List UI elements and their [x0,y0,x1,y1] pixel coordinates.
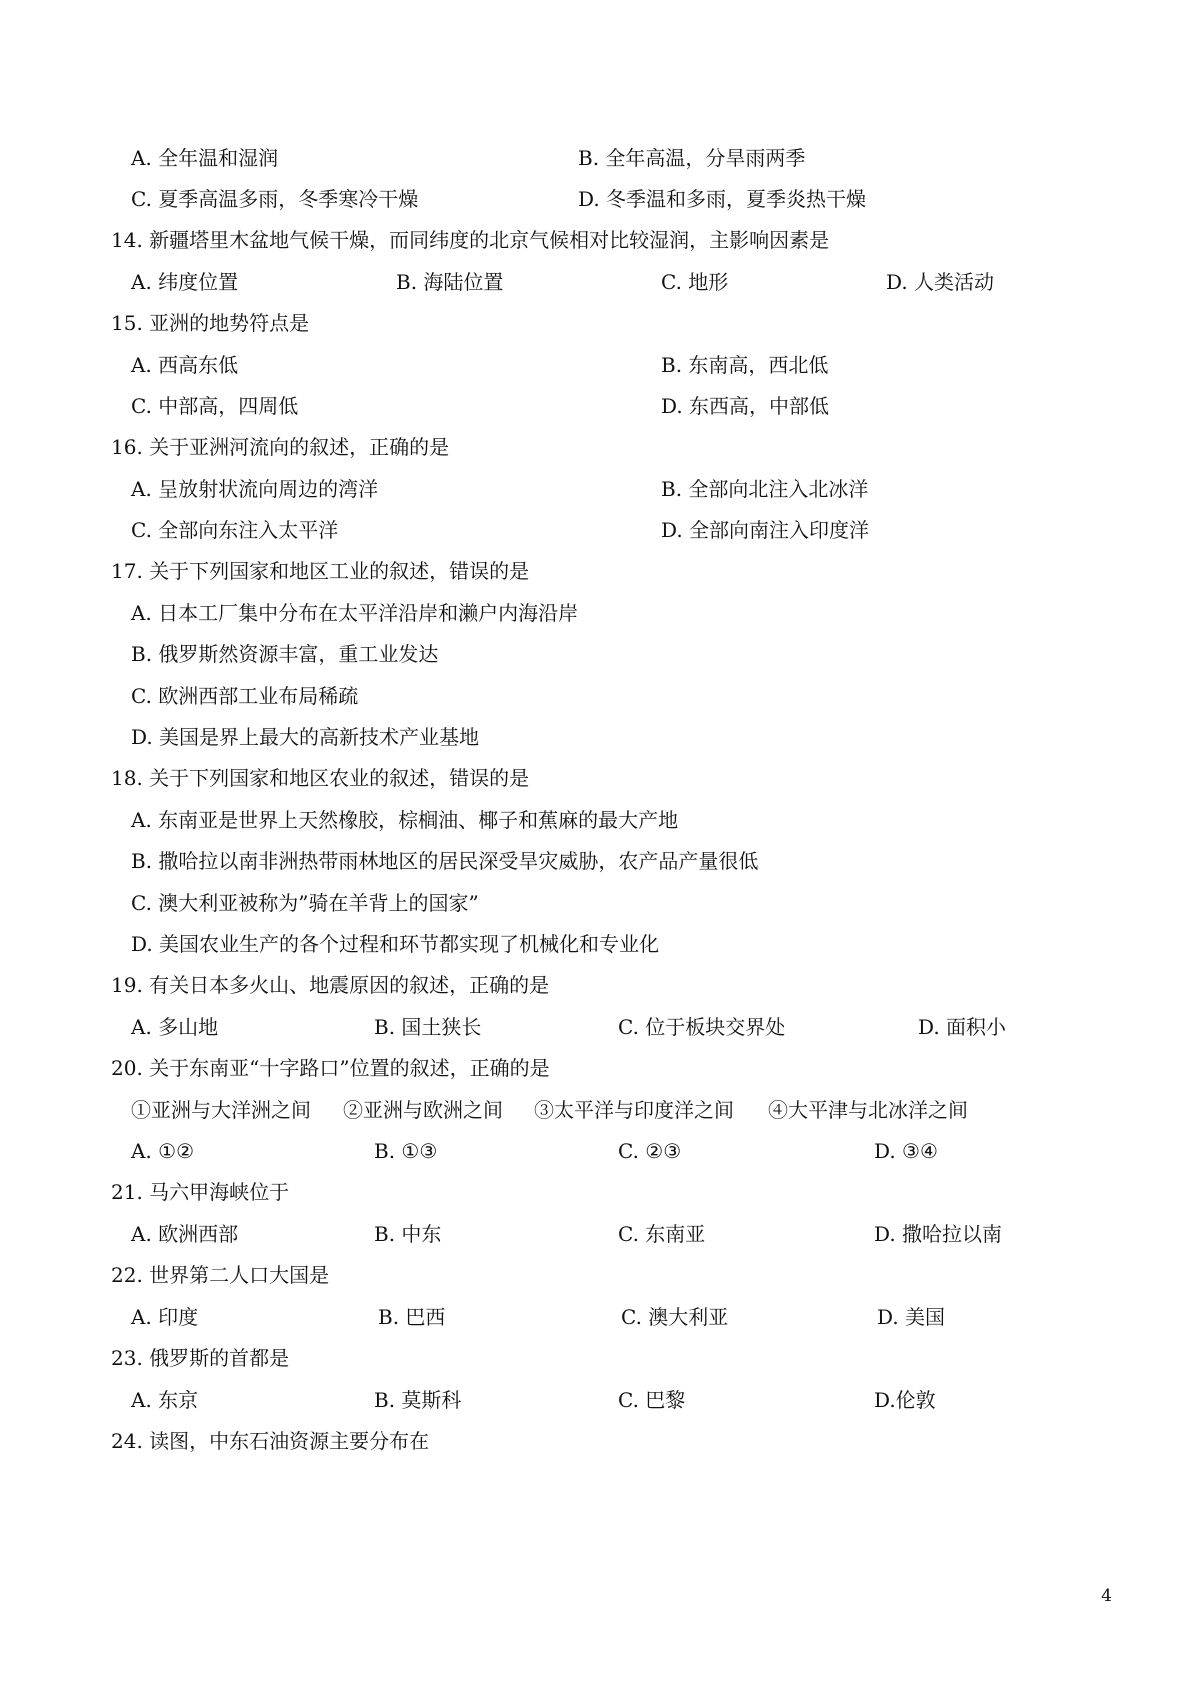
q18-option-d: D. 美国农业生产的各个过程和环节都实现了机械化和专业化 [131,932,660,956]
q20-option-c: C. ②③ [618,1139,682,1163]
q21-stem: 21. 马六甲海峡位于 [111,1180,290,1204]
q22-option-a: A. 印度 [131,1305,199,1329]
q16-option-d: D. 全部向南注入印度洋 [661,518,870,542]
q21-option-d: D. 撒哈拉以南 [874,1222,1003,1246]
q15-option-a: A. 西高东低 [131,353,239,377]
q20-option-a: A. ①② [131,1139,195,1163]
q20-item-2: ②亚洲与欧洲之间 [343,1098,503,1122]
q17-option-b: B. 俄罗斯然资源丰富，重工业发达 [131,642,439,666]
q22-option-d: D. 美国 [877,1305,946,1329]
q15-stem: 15. 亚洲的地势符点是 [111,311,310,335]
q14-option-c: C. 地形 [661,270,729,294]
q19-option-a: A. 多山地 [131,1015,219,1039]
q20-item-4: ④大平津与北冰洋之间 [768,1098,968,1122]
q22-option-b: B. 巴西 [378,1305,446,1329]
q14-option-b: B. 海陆位置 [396,270,504,294]
q19-option-d: D. 面积小 [918,1015,1007,1039]
q20-item-1: ①亚洲与大洋洲之间 [131,1098,311,1122]
q17-option-d: D. 美国是界上最大的高新技术产业基地 [131,725,480,749]
q13-option-d: D. 冬季温和多雨，夏季炎热干燥 [578,187,867,211]
q15-option-c: C. 中部高，四周低 [131,394,299,418]
q15-option-b: B. 东南高，西北低 [661,353,829,377]
q13-option-c: C. 夏季高温多雨，冬季寒冷干燥 [131,187,419,211]
q20-item-3: ③太平洋与印度洋之间 [534,1098,734,1122]
q21-option-c: C. 东南亚 [618,1222,706,1246]
q17-option-a: A. 日本工厂集中分布在太平洋沿岸和濑户内海沿岸 [131,601,579,625]
q21-option-a: A. 欧洲西部 [131,1222,239,1246]
q16-stem: 16. 关于亚洲河流向的叙述，正确的是 [111,435,450,459]
q23-option-a: A. 东京 [131,1388,199,1412]
q22-option-c: C. 澳大利亚 [621,1305,729,1329]
q19-option-c: C. 位于板块交界处 [618,1015,786,1039]
q14-option-d: D. 人类活动 [886,270,995,294]
q15-option-d: D. 东西高，中部低 [661,394,830,418]
q14-stem: 14. 新疆塔里木盆地气候干燥，而同纬度的北京气候相对比较湿润，主影响因素是 [111,228,830,252]
q19-stem: 19. 有关日本多火山、地震原因的叙述，正确的是 [111,973,550,997]
q20-option-d: D. ③④ [874,1139,938,1163]
q13-option-a: A. 全年温和湿润 [131,146,279,170]
q20-option-b: B. ①③ [374,1139,438,1163]
q23-stem: 23. 俄罗斯的首都是 [111,1346,290,1370]
q21-option-b: B. 中东 [374,1222,442,1246]
q17-option-c: C. 欧洲西部工业布局稀疏 [131,684,359,708]
q23-option-c: C. 巴黎 [618,1388,686,1412]
q17-stem: 17. 关于下列国家和地区工业的叙述，错误的是 [111,559,530,583]
q13-option-b: B. 全年高温，分旱雨两季 [578,146,806,170]
q18-option-c: C. 澳大利亚被称为”骑在羊背上的国家” [131,891,479,915]
q16-option-a: A. 呈放射状流向周边的湾洋 [131,477,379,501]
q23-option-b: B. 莫斯科 [374,1388,462,1412]
q20-stem: 20. 关于东南亚“十字路口”位置的叙述，正确的是 [111,1056,550,1080]
q14-option-a: A. 纬度位置 [131,270,239,294]
q19-option-b: B. 国土狭长 [374,1015,482,1039]
q16-option-c: C. 全部向东注入太平洋 [131,518,339,542]
q16-option-b: B. 全部向北注入北冰洋 [661,477,869,501]
q24-stem: 24. 读图，中东石油资源主要分布在 [111,1429,430,1453]
q18-stem: 18. 关于下列国家和地区农业的叙述，错误的是 [111,766,530,790]
q23-option-d: D.伦敦 [874,1388,936,1412]
q18-option-b: B. 撒哈拉以南非洲热带雨林地区的居民深受旱灾威胁，农产品产量很低 [131,849,759,873]
q22-stem: 22. 世界第二人口大国是 [111,1263,330,1287]
page-number: 4 [1101,1586,1112,1606]
q18-option-a: A. 东南亚是世界上天然橡胶，棕榈油、椰子和蕉麻的最大产地 [131,808,679,832]
